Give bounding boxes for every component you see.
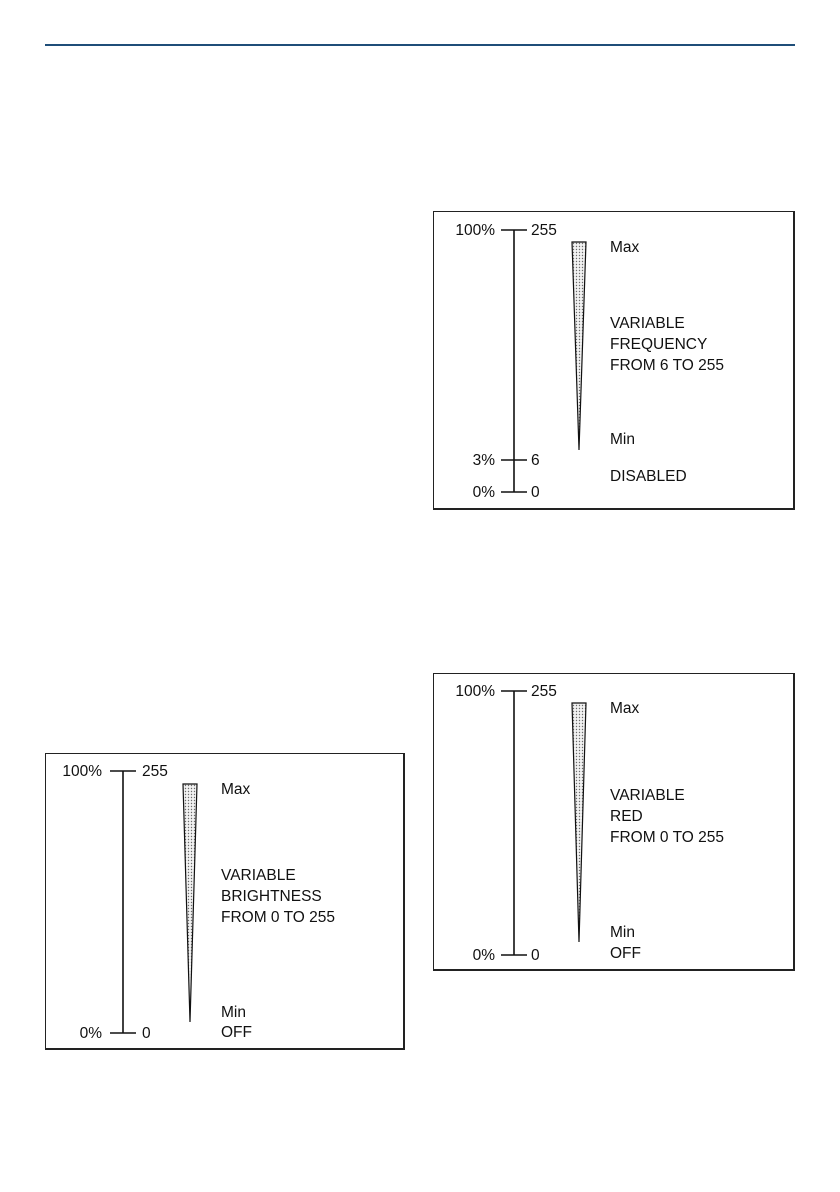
- max-label: Max: [610, 239, 640, 256]
- description: [610, 313, 724, 376]
- description: [221, 865, 335, 928]
- max-label: Max: [221, 781, 251, 798]
- red-diagram: [433, 673, 795, 971]
- scale-percent-100: 100%: [455, 683, 495, 700]
- header-rule: [45, 44, 795, 46]
- scale-percent-0: 0%: [472, 947, 495, 964]
- min-label: Min: [610, 431, 635, 448]
- scale-percent-3: 3%: [472, 452, 495, 469]
- description-line: VARIABLE: [610, 315, 685, 332]
- scale-value-6: 6: [531, 452, 540, 469]
- frequency-diagram: [433, 211, 795, 510]
- scale-value-255: 255: [531, 683, 557, 700]
- description-line: BRIGHTNESS: [221, 888, 322, 905]
- scale-value-0: 0: [531, 484, 540, 501]
- scale-percent-100: 100%: [62, 763, 102, 780]
- scale-percent-0: 0%: [472, 484, 495, 501]
- scale-percent-100: 100%: [455, 222, 495, 239]
- description-line: RED: [610, 808, 643, 825]
- description-line: FREQUENCY: [610, 336, 708, 353]
- bottom-label: OFF: [221, 1024, 252, 1041]
- min-label: Min: [221, 1004, 246, 1021]
- description-line: FROM 6 TO 255: [610, 357, 724, 374]
- level-wedge: [183, 784, 197, 1022]
- description-line: VARIABLE: [610, 787, 685, 804]
- bottom-label: DISABLED: [610, 468, 687, 485]
- level-wedge: [572, 242, 586, 450]
- scale-value-255: 255: [142, 763, 168, 780]
- description-line: FROM 0 TO 255: [610, 829, 724, 846]
- max-label: Max: [610, 700, 640, 717]
- level-wedge: [572, 703, 586, 942]
- min-label: Min: [610, 924, 635, 941]
- scale-value-0: 0: [531, 947, 540, 964]
- scale-percent-0: 0%: [79, 1025, 102, 1042]
- description-line: FROM 0 TO 255: [221, 909, 335, 926]
- description: [610, 785, 724, 848]
- scale-value-0: 0: [142, 1025, 151, 1042]
- brightness-diagram: [45, 753, 405, 1050]
- scale-value-255: 255: [531, 222, 557, 239]
- bottom-label: OFF: [610, 945, 641, 962]
- description-line: VARIABLE: [221, 867, 296, 884]
